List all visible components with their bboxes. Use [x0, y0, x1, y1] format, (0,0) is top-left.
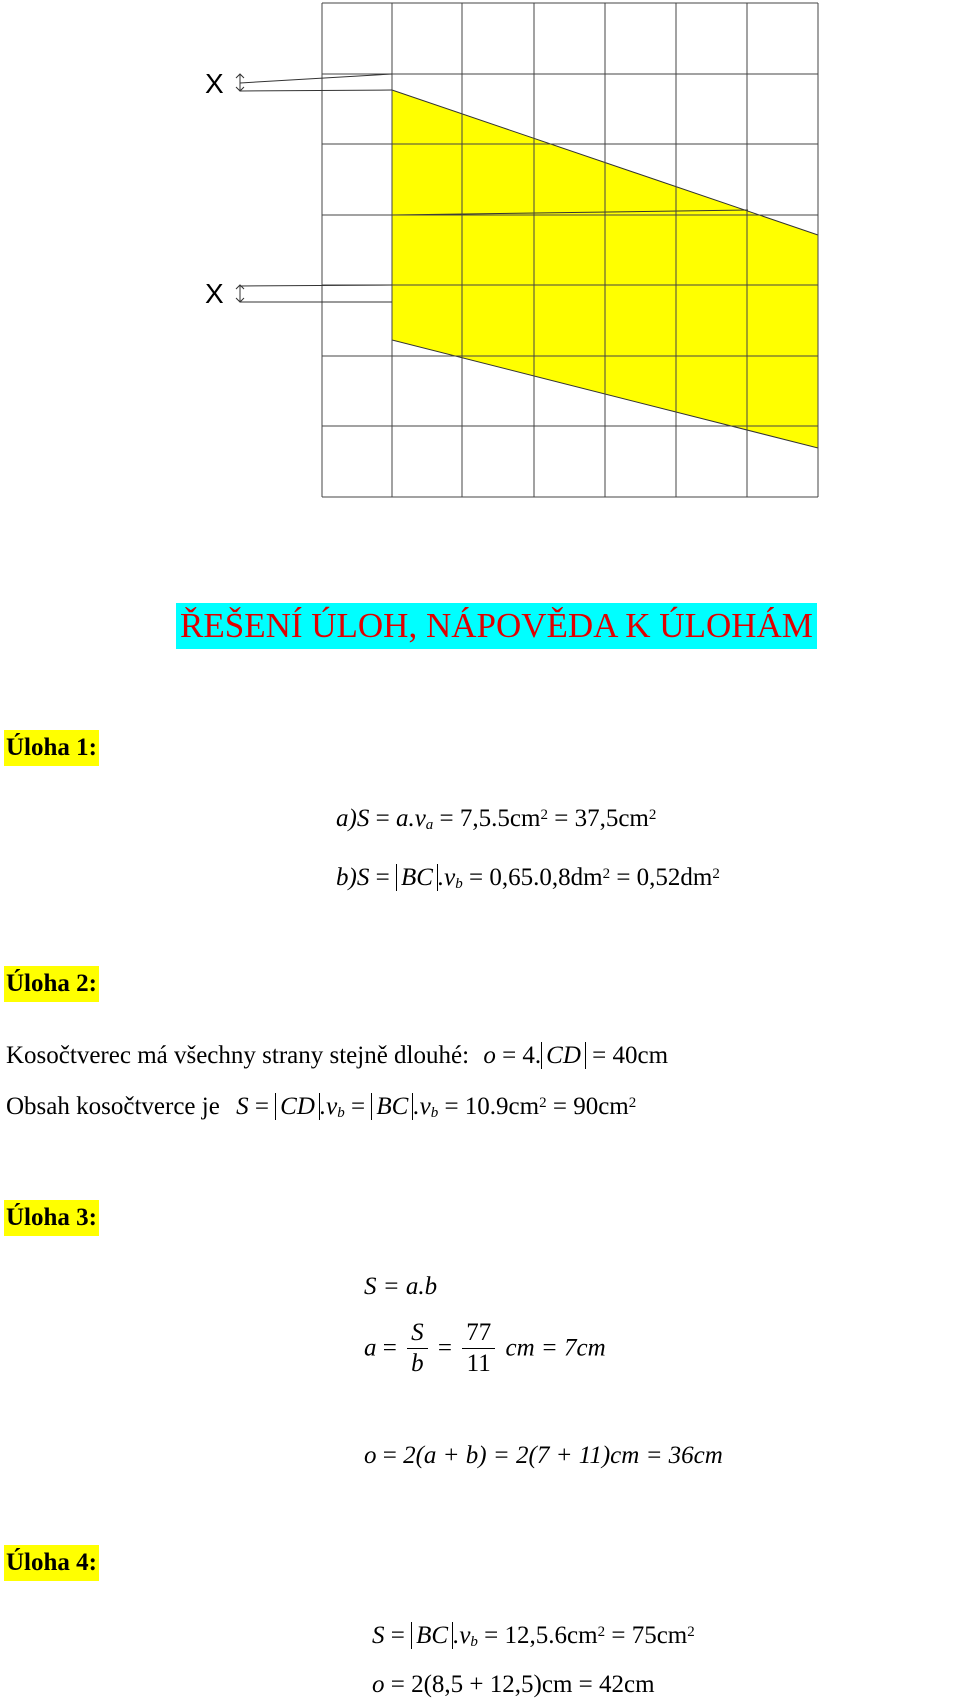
task4-heading: Úloha 4: [4, 1545, 99, 1581]
task3-line3: o = 2(a + b) = 2(7 + 11)cm = 36cm [364, 1442, 723, 1469]
exponent: 2 [712, 866, 720, 882]
task2-line2: Obsah kosočtverce je S = CD $.v_b$ = BC $.v_b = 10.9cm^2 = 90cm^2$ [6, 1093, 637, 1121]
result: 40cm [612, 1042, 669, 1069]
lhs: S [356, 805, 370, 832]
exponent: 2 [628, 1095, 637, 1111]
var-o: o [372, 1671, 385, 1698]
v: .v [319, 1093, 338, 1120]
equals: = [469, 864, 484, 891]
marker-top [205, 68, 392, 99]
task4-line2: o = 2(8,5 + 12,5)cm = 42cm [372, 1671, 655, 1698]
equals: = [616, 864, 631, 891]
v: .v [453, 1622, 471, 1649]
frac-numerator: 77 [462, 1318, 495, 1349]
exponent: 2 [602, 866, 611, 882]
var-o: o [364, 1442, 377, 1469]
abs-value: CD [275, 1093, 320, 1120]
rhs: a.v [395, 805, 426, 832]
text: Kosočtverec má všechny strany stejně dlouhé: [6, 1042, 470, 1069]
text: Obsah kosočtverce je [6, 1093, 220, 1120]
task3-line1: S = a.b [364, 1273, 438, 1300]
expression: 2(8,5 + 12,5)cm = 42cm [411, 1671, 655, 1698]
marker-bottom [205, 278, 392, 309]
subscript: b [455, 876, 463, 892]
abs-value: BC [411, 1622, 453, 1649]
abs-value: CD [541, 1042, 586, 1069]
subscript: b [337, 1105, 345, 1121]
marker-label: X [205, 68, 224, 99]
result: 0,52dm [636, 864, 713, 891]
task1-eq-b [336, 863, 720, 893]
lhs: S [356, 864, 370, 891]
four: 4. [522, 1042, 542, 1069]
frac-denominator: 11 [466, 1350, 491, 1377]
equals: = [554, 805, 569, 832]
result: 37,5cm [574, 805, 649, 832]
subscript: a [425, 817, 434, 833]
equals: = [375, 864, 390, 891]
frac-numerator: S [407, 1318, 428, 1349]
calc: 10.9cm [464, 1093, 540, 1120]
var-S: S [372, 1622, 385, 1649]
grid-figure [0, 0, 960, 510]
prefix: a) [336, 805, 357, 832]
exponent: 2 [648, 807, 657, 823]
exponent: 2 [687, 1624, 695, 1640]
calc: 12,5.6cm [504, 1622, 598, 1649]
solutions-title: ŘEŠENÍ ÚLOH, NÁPOVĚDA K ÚLOHÁM [176, 603, 817, 649]
equals: = [375, 805, 390, 832]
calc: 0,65.0,8dm [489, 864, 603, 891]
task1-heading: Úloha 1: [4, 730, 99, 766]
frac-denominator: b [411, 1350, 424, 1377]
fraction-s-b [407, 1318, 428, 1379]
subscript: b [470, 1634, 478, 1650]
var-a: a [364, 1334, 377, 1362]
result: 75cm [631, 1622, 688, 1649]
var-S: S [236, 1093, 249, 1120]
exponent: 2 [597, 1624, 606, 1640]
calc: 7,5.5cm [459, 805, 541, 832]
equals: = [439, 805, 454, 832]
expression: 2(a + b) = 2(7 + 11)cm = 36cm [403, 1442, 723, 1469]
task2-line1: Kosočtverec má všechny strany stejně dlouhé: o = 4. CD = 40cm [6, 1042, 669, 1069]
task2-heading: Úloha 2: [4, 966, 99, 1002]
marker-label: X [205, 278, 224, 309]
var-o: o [483, 1042, 496, 1069]
abs-value: BC [396, 864, 438, 891]
v: .v [437, 864, 456, 891]
fraction-77-11 [462, 1318, 495, 1379]
task3-heading: Úloha 3: [4, 1200, 99, 1236]
v: .v [413, 1093, 431, 1120]
subscript: b [430, 1105, 439, 1121]
task1-eq-a [336, 804, 656, 834]
exponent: 2 [540, 807, 548, 823]
task4-line1: S = BC $.v_b = 12,5.6cm^2 = 75cm^2$ [372, 1622, 695, 1650]
abs-value: BC [371, 1093, 413, 1120]
result: 90cm [573, 1093, 629, 1120]
task3-line2: a = $\frac{S}{b}$ = $\frac{77}{11}$ cm = 7cm [364, 1319, 606, 1377]
tail: cm = 7cm [505, 1334, 606, 1362]
prefix: b) [336, 864, 357, 891]
exponent: 2 [539, 1095, 547, 1111]
